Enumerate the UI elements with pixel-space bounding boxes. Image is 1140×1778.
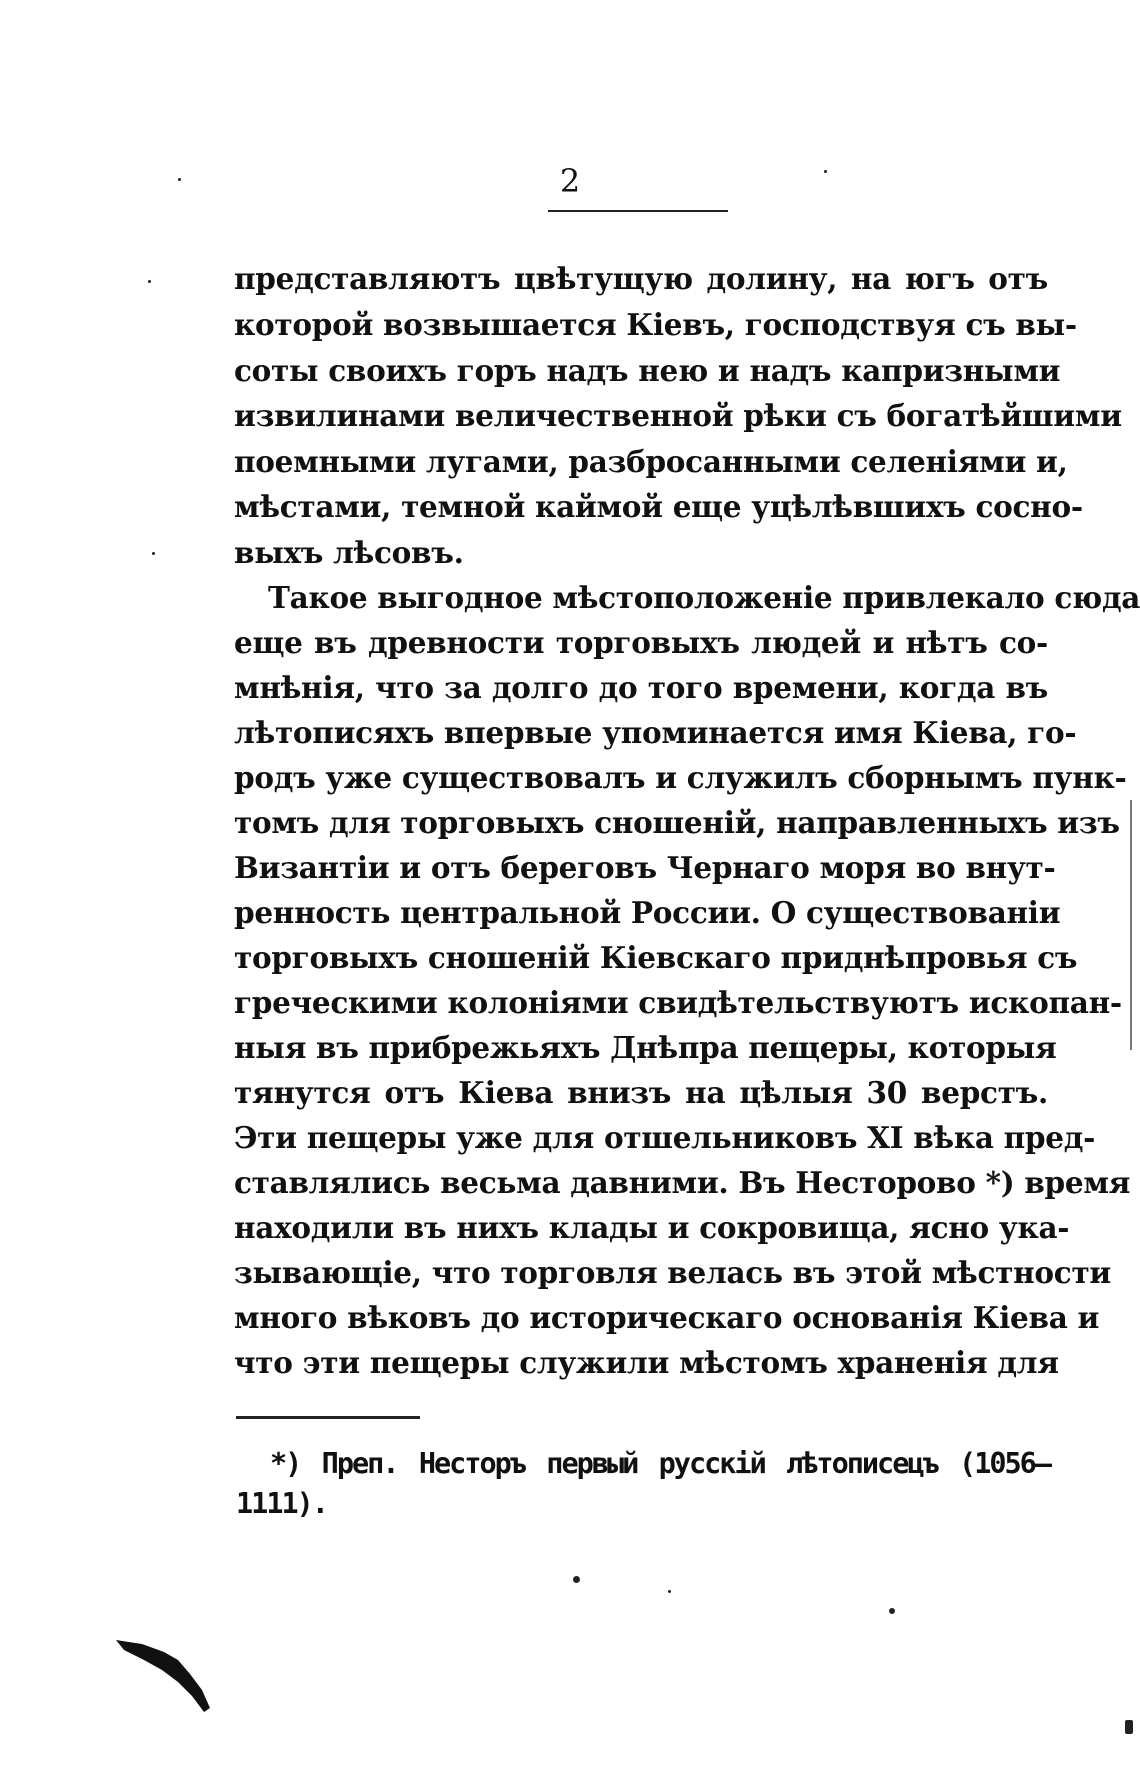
ink-speck: [573, 1576, 580, 1583]
text-line: мнѣнія, что за долго до того времени, когда въ: [234, 670, 1048, 705]
header-rule: [548, 210, 728, 212]
text-line: родъ уже существовалъ и служилъ сборнымъ пунк-: [234, 760, 1127, 795]
text-line: соты своихъ горъ надъ нею и надъ капризными: [234, 353, 1061, 388]
page-edge-line: [1130, 800, 1132, 1050]
text-line: лѣтописяхъ впервые упоминается имя Кіева, го-: [234, 715, 1077, 750]
footnote-line: *) Преп. Несторъ первый русскій лѣтописецъ (1056—: [270, 1447, 1050, 1480]
text-line: представляютъ цвѣтущую долину, на югъ отъ: [234, 261, 1048, 296]
ink-speck: [668, 1590, 671, 1593]
text-line: тянутся отъ Кіева внизъ на цѣлыя 30 верстъ.: [234, 1075, 1048, 1110]
text-line: зывающіе, что торговля велась въ этой мѣстности: [234, 1255, 1112, 1290]
text-line: Эти пещеры уже для отшельниковъ XI вѣка пред-: [234, 1120, 1096, 1155]
text-line: много вѣковъ до историческаго основанія Кіева и: [234, 1300, 1100, 1335]
text-line: мѣстами, темной каймой еще уцѣлѣвшихъ сосно-: [234, 489, 1083, 524]
text-line: что эти пещеры служили мѣстомъ храненія для: [234, 1345, 1059, 1380]
ink-speck: [824, 170, 827, 173]
text-line: находили въ нихъ клады и сокровища, ясно ука-: [234, 1210, 1070, 1245]
ink-speck: [178, 178, 181, 181]
footnote-rule: [236, 1416, 420, 1419]
text-line: ренность центральной России. О существованіи: [234, 895, 1061, 930]
text-line: поемными лугами, разбросанными селеніями и,: [234, 444, 1068, 479]
text-line: еще въ древности торговыхъ людей и нѣтъ со-: [234, 625, 1048, 660]
text-line: ставлялись весьма давними. Въ Несторово *) время: [234, 1165, 1131, 1200]
text-line: Византіи и отъ береговъ Чернаго моря во внут-: [234, 850, 1056, 885]
ink-speck: [148, 280, 151, 283]
ink-speck: [889, 1608, 895, 1614]
footnote-line: 1111).: [236, 1487, 327, 1520]
text-line: греческими колоніями свидѣтельствуютъ ископан-: [234, 985, 1122, 1020]
text-line: ныя въ прибрежьяхъ Днѣпра пещеры, которыя: [234, 1030, 1057, 1065]
text-line: выхъ лѣсовъ.: [234, 535, 464, 570]
ink-speck: [152, 552, 155, 555]
text-line: извилинами величественной рѣки съ богатѣйшими: [234, 398, 1122, 433]
ink-smudge: [112, 1630, 222, 1720]
ink-speck: [1125, 1720, 1133, 1734]
text-line: Такое выгодное мѣстоположеніе привлекало сюда: [268, 580, 1140, 615]
text-line: томъ для торговыхъ сношеній, направленныхъ изъ: [234, 805, 1120, 840]
text-line: торговыхъ сношеній Кіевскаго приднѣпровья съ: [234, 940, 1078, 975]
text-line: которой возвышается Кіевъ, господствуя съ вы-: [234, 307, 1077, 342]
page-number: 2: [559, 162, 581, 200]
